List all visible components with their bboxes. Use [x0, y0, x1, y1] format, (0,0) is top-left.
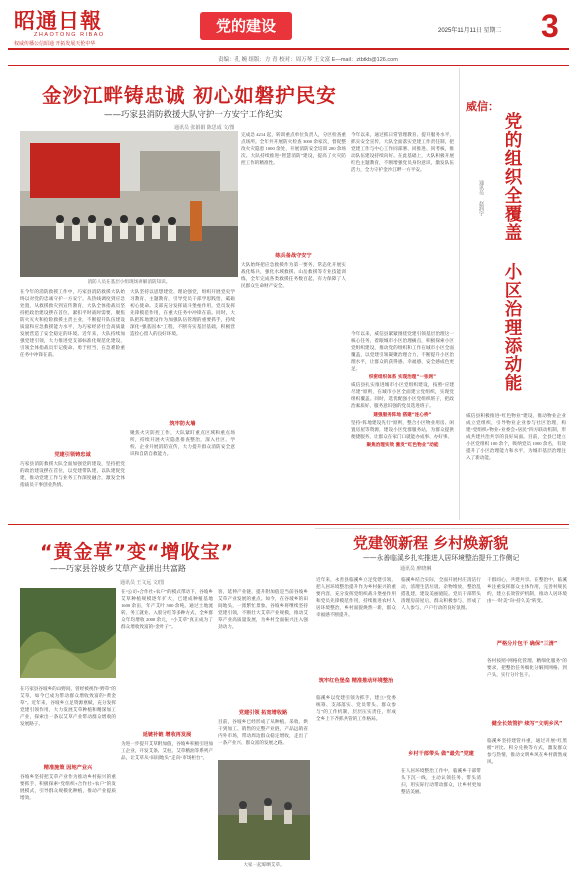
firefighters-photo	[20, 131, 238, 277]
article1-column: 完成急 4214 起，转训重点单位负责人，分区检查重点场所。全年共开展防火检查 3000 余家次，督促整改火灾隐患 1000 余处，开展消防安全培训 200 余场次。大队持续推进“智慧消防”建设，提高了火灾防控工作的精准性。	[241, 132, 346, 166]
mugwort-photo	[20, 588, 116, 678]
article1-column: 聚焦火灾防控工作，大队紧盯重点区域和重点场所，持续开展火灾隐患排查整治，深入社区、学校、企业开展消防宣传，大力提升群众消防安全意识和自防自救能力。	[130, 430, 235, 457]
article2-column: 在巧家县谷坡乡的山野间，曾经被视作“野草”的艾草，如今已成为带动群众增收致富的“黄金草”。近年来，谷坡乡立足资源禀赋，充分发挥党建引领作用，大力发展艾草种植和精深加工产业，探索出一条以艾草产业带动群众增收的发展路子。	[20, 686, 116, 727]
article1-column: 大队始终把应急救援作为第一要务，常态化开展实战化练兵，强化水域救援、山岳救援等专业技能训练，全年完成各类救援任务数百起，有力保障了人民群众生命财产安全。	[241, 262, 346, 289]
section-banner: 党的建设	[200, 12, 292, 40]
article1-column: 巧家县消防救援大队全面加强党的建设，坚持把党的政治建设摆在首位，以党建带队建，以队建促党建，推动党建工作与业务工作深度融合，激发全体指战员干事创业热情。	[20, 461, 125, 488]
article2-column: 目前，谷坡乡已经形成了从种植、采收、烘干到加工、销售的完整产业链，产品远销省内外市场，带动周边群众稳定增收，走出了一条产业兴、群众富的发展之路。	[218, 719, 308, 746]
article3-column: 近年来，永善县临溪乡立足党建引领，把人居环境整治提升作为乡村振兴的重要内容，充分发挥党组织战斗堡垒作用和党员先锋模范作用，持续推进农村人居环境整治，乡村面貌焕然一新，群众幸福感不断提升。	[316, 577, 396, 618]
article3-column: 干群同心，共建共享。在整治中，临溪乡注重发挥群众主体作用，完善村规民约，建立长效管护机制，推动人居环境由“一时美”向“持久美”转变。	[487, 577, 567, 604]
article4-byline: 通讯员 赵润宇	[478, 180, 484, 216]
article1-column: 在今年的消防救援工作中，巧家县消防救援大队始终以对党的忠诚守护一方安宁。从热线调度到应急处置，从救援救灾到宣传教育，大队全体指战员坚持把政治建设摆在首位，紧扣平时战时需要，聚焦防火灭火和抢险救援主责主业，不断提升队伍建设质量和应急救援能力水平，为巧家经济社会高质量发展营造了安全稳定的环境。近年来，大队持续加强党建引领，大力推进党支部标准化规范化建设，引领全体指战员牢记使命、勇于担当，在急难险重任务中冲锋在前。	[20, 289, 125, 358]
article2-subheading: 精准施策 因地产业兴	[43, 765, 93, 771]
newspaper-logo: 昭通日報	[14, 8, 102, 33]
article4-subheading: 织密组织体系 实现治理“一张网”	[368, 375, 437, 381]
article3-column: 在人居环境整治工作中，临溪乡干部带头下沉一线，主动认领任务、带头清扫，用实际行动带动群众，让乡村更加整洁美丽。	[401, 768, 481, 795]
article1-title: 金沙江畔铸忠诚 初心如磐护民安	[42, 84, 337, 107]
article3-subheading: 严格分片包干 确保“三清”	[496, 641, 558, 647]
article3-subheading: 筑牢红色堡垒 精准推动环境整治	[318, 678, 394, 684]
header-rule	[8, 65, 569, 66]
article2-column: 为进一步提升艾草附加值，谷坡乡积极引进加工企业，开发艾条、艾柱、艾草精油等系列产品，让艾草从“田间地头”走向“市场柜台”。	[121, 741, 213, 761]
article4-column: 威信县积极推进“红色物业”建设，推动物业企业成立党组织，引导物业企业参与社区治理，构建“党组织+物业+业委会+居民”四方联动机制，形成共建共治共享的良好局面。目前，全县已建立小区党组织 100 余个，吸纳党员 1000 余名，有效提升了小区治理能力和水平，为城市基层治理注入了新动能。	[466, 413, 566, 461]
article2-column: 在“公司+合作社+农户”的模式带动下，谷坡乡艾草种植规模逐年扩大，已建成种植基地 1600 余亩，年产艾叶 500 余吨。通过土地流转、务工就业、入股分红等多种方式，全乡群众年均增收 2000 余元，“小艾草”真正成为了群众增收致富的“金叶子”。	[121, 589, 213, 630]
article1-column: 今年以来，通过抓日常管理教育、提升服务水平，抓实安全宣传，大队全面落实党建工作责任制，把党建工作与中心工作同部署、同推进、同考核，推动队伍建设持续向好。在此基础上，大队积极开展红色主题教育，不断增强党员身份意识，激发队伍活力，全力守护金沙江畔一方平安。	[351, 132, 454, 173]
article4-subheading: 建强服务阵地 搭建“连心桥”	[373, 412, 432, 418]
article3-subheading: 健全长效管护 续写“文明乡风”	[491, 721, 563, 727]
photo-illustration	[20, 131, 238, 277]
article1-subheading: 练兵备战守安宁	[275, 253, 312, 259]
article1-column: 大队坚持以思想建党、理论强党，组织开展党史学习教育、主题教育，引导党员干部学思践悟，砥砺初心使命。支部充分发挥战斗堡垒作用，党员发挥先锋模范作用，在重大任务中冲锋在前。同时，大队把阵地建设作为加强队伍管理的重要抓手，持续深化“强基固本”工程，不断夯实基层基础，积极营造拴心留人的良好环境。	[130, 289, 235, 337]
article3-title: 党建领新程 乡村焕新貌	[353, 534, 509, 552]
article2-title: “黄金草”变“增收宝”	[40, 541, 234, 563]
article2-column: 谷坡乡坚持把艾草产业作为推动乡村振兴的重要抓手，积极探索“党组织+合作社+农户”的发展模式，引导群众规模化种植，推动产业提质增效。	[20, 774, 116, 801]
article4-column	[351, 330, 454, 518]
article3-column: 临溪乡坚持建管并重，通过开展“红黑榜”评比、积分兑换等方式，激发群众参与热情，推动文明乡风在乡村蔚然成风。	[487, 738, 567, 765]
masthead-divider	[8, 48, 569, 50]
article2-subheading: 党建引领 拓宽增收路	[238, 710, 288, 716]
editor-credits: 责编：孔 婉 组版：方 青 校对：周万琴 王文富 E—mail：ztbtkb@126.com	[218, 57, 398, 63]
article3-column: 临溪乡结合实际，全面开展村庄清洁行动，清理生活垃圾、杂物堆放，整治乱搭乱建，建设美丽庭院。党员干部带头清理房前屋后，群众积极参与，形成了人人参与、户户行动的良好氛围。	[401, 577, 481, 611]
article4-intro: 今年以来，威信县紧紧围绕党建引领基层治理这一核心任务，着眼城市小区治理痛点，积极探索小区党组织建设，推动党的组织和工作在城市小区全面覆盖，以党建引领凝聚治理合力，不断提升小区治理水平，让群众的获得感、幸福感、安全感成色更足。	[351, 331, 454, 372]
masthead	[8, 3, 572, 48]
article2-subtitle: ——巧家县谷坡乡艾草产业拼出共富路	[50, 564, 186, 573]
article1-subtitle: ——巧家县消防救援大队守护一方安宁工作纪实	[104, 110, 283, 120]
article3-column: 临溪乡以党建引领为抓手，建立“党委统筹、支部落实、党员带头、群众参与”的工作机制，层层压实责任，形成全乡上下齐抓共管的工作格局。	[316, 695, 396, 722]
article1-byline: 通讯员 张娟娟 陈思成 文/图	[174, 125, 235, 131]
drying-photo	[218, 760, 310, 860]
article4-subheading: 聚焦治理实效 激发“红色物业”动能	[366, 442, 439, 448]
article4-paragraph: 坚持“阵地建设先行”原则，整合小区物业用房、闲置房屋等资源，建设小区党群服务站，为群众提供便捷服务，让群众在家门口就能办成事、办好事。	[351, 419, 454, 439]
article3-subtitle: ——永善临溪乡扎实推进人居环境整治提升工作侧记	[363, 554, 520, 562]
article3-byline: 通讯员 廖晓琳	[400, 566, 432, 572]
article1-photo-caption: 消防人员在基层小组现场讲解消防知识。	[87, 279, 171, 284]
page-number: 3	[541, 8, 559, 44]
article3-column: 各村按照“网格化管理、精细化服务”的要求，把整治任务细化分解到网格、到户头，实行分片包干。	[487, 658, 567, 678]
masthead-slogan: 权威传播公信昭通 开拓发展天伦中华	[14, 41, 96, 47]
article1-subheading: 党建引领铸忠诚	[54, 452, 91, 458]
photo-illustration	[20, 588, 116, 678]
issue-date: 2025年11月11日 星期二	[438, 28, 502, 34]
article2-column: 客，延伸产业链，提升附加值是当前谷坡乡艾草产业发展的重点。如今，在谷坡乡的田间地头，一派繁忙景象。谷坡乡将继续坚持党建引领，不断壮大艾草产业规模，推动艾草产业高质量发展，为乡村全面振兴注入强劲动力。	[218, 589, 308, 630]
photo-illustration	[218, 760, 310, 860]
article1-subheading: 筑牢防火墙	[169, 421, 196, 427]
article2-photo-caption: 大家一起晾晒艾草。	[243, 862, 285, 867]
article3-subheading: 乡村干部带头 做“最先”党建	[408, 751, 474, 757]
article4-title: 党的组织全覆盖 小区治理添动能	[502, 112, 522, 392]
article4-paragraph: 威信县扎实推进城市小区党组织建设，按照“应建尽建”原则，在城市小区全面建立党组织，实现党组织覆盖。同时，选优配强小区党组织班子，把政治素质好、服务意识强的党员选进班子。	[351, 382, 454, 409]
article2-byline: 通讯员 王文远 文/图	[120, 580, 165, 586]
article4-lead-label: 威信：	[466, 100, 499, 113]
section-divider	[8, 524, 569, 525]
logo-pinyin: ZHAOTONG RIBAO	[34, 32, 105, 38]
article3-rule	[315, 528, 569, 529]
article2-subheading: 延链补链 增收再发展	[142, 732, 192, 738]
